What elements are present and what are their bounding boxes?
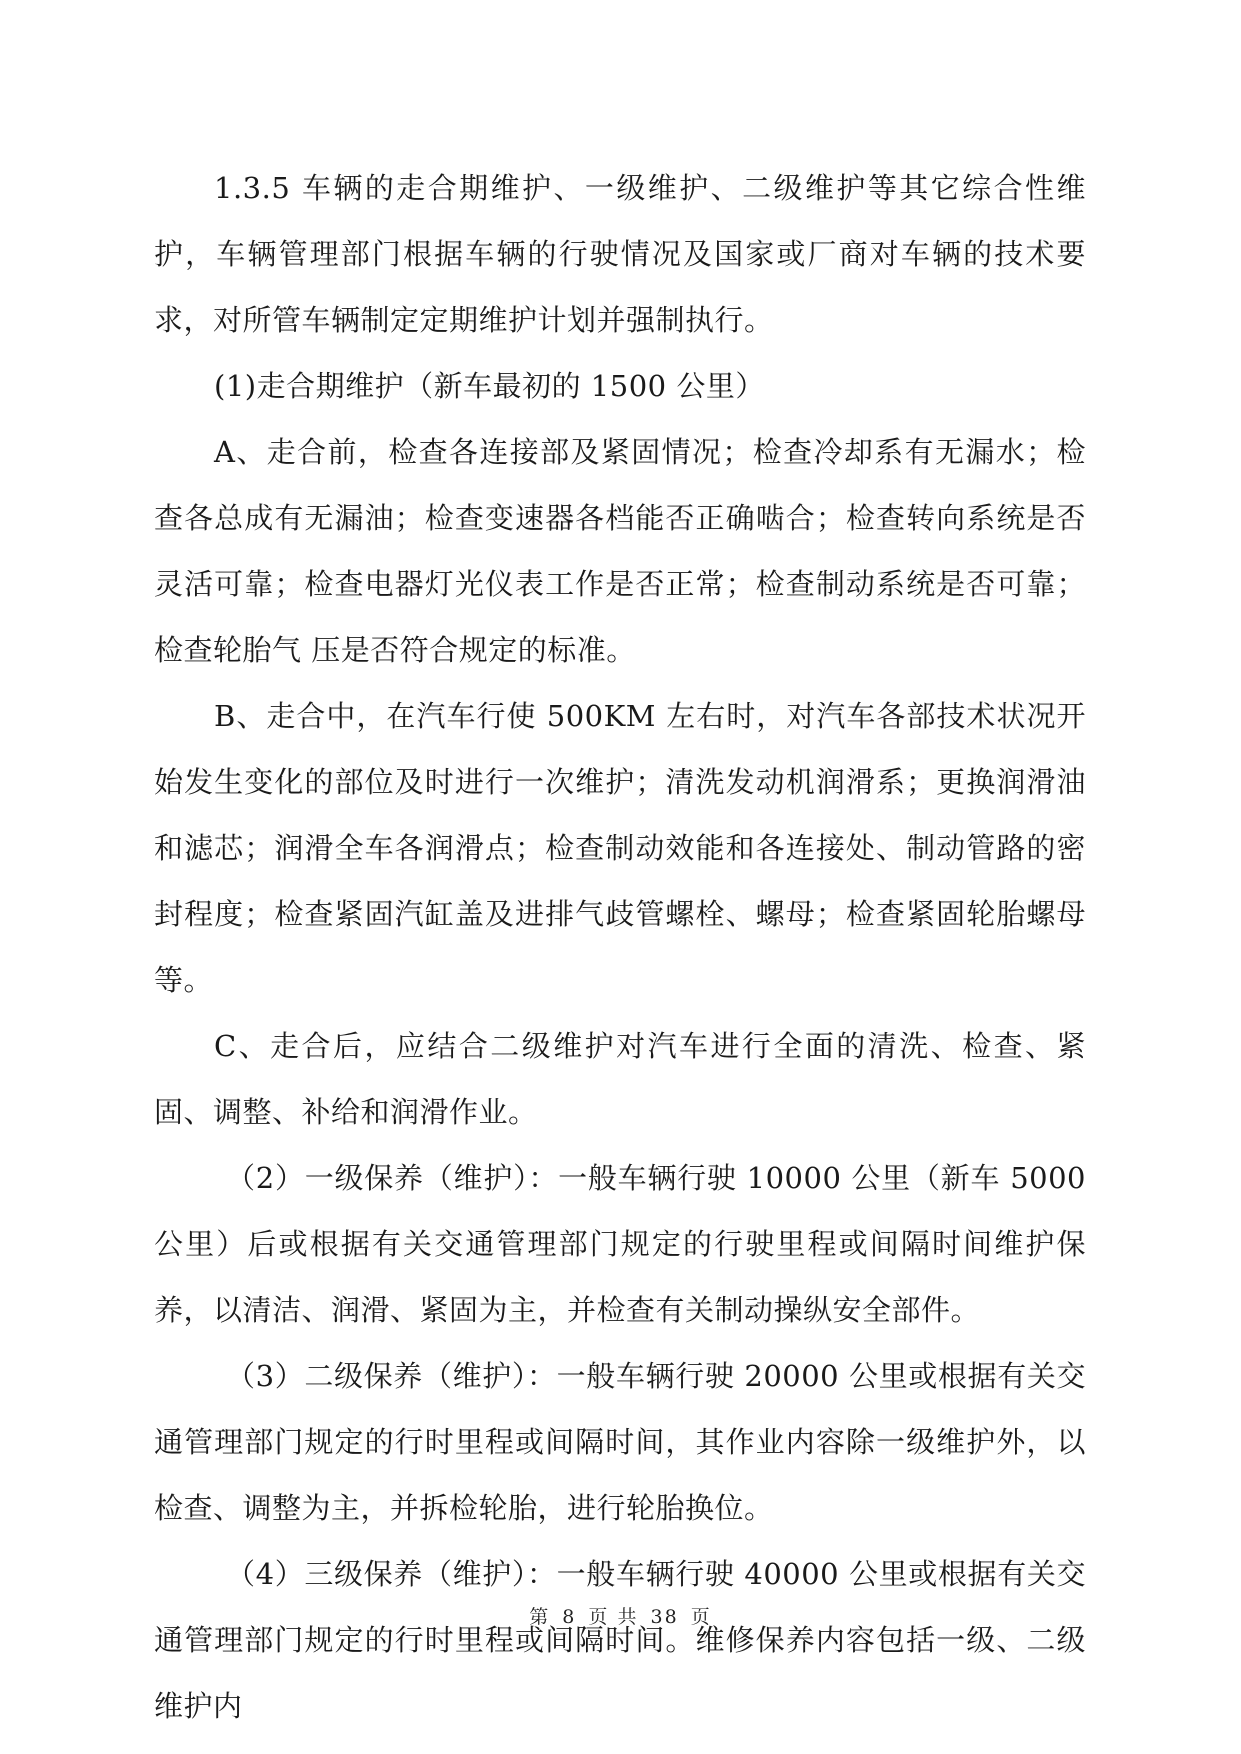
paragraph-item-b: B、走合中，在汽车行使 500KM 左右时，对汽车各部技术状况开始发生变化的部位及时进行一次维护；清洗发动机润滑系；更换润滑油和滤芯；润滑全车各润滑点；检查制动效能和各连接处、制动管路的密封程度；检查紧固汽缸盖及进排气歧管螺栓、螺母；检查紧固轮胎螺母等。: [154, 699, 1086, 997]
page-footer: [0, 1602, 1241, 1629]
footer-prefix: 第: [529, 1606, 551, 1628]
footer-page-number: 8: [562, 1606, 577, 1628]
footer-suffix: 页: [690, 1606, 712, 1628]
paragraph-1-3-5: 1.3.5 车辆的走合期维护、一级维护、二级维护等其它综合性维护，车辆管理部门根据车辆的行驶情况及国家或厂商对车辆的技术要求，对所管车辆制定定期维护计划并强制执行。: [154, 171, 1086, 337]
paragraph-second-level-maintenance: （3）二级保养（维护）：一般车辆行驶 20000 公里或根据有关交通管理部门规定的行时里程或间隔时间，其作业内容除一级维护外，以检查、调整为主，并拆检轮胎，进行轮胎换位。: [154, 1359, 1086, 1525]
paragraph-item-c: C、走合后，应结合二级维护对汽车进行全面的清洗、检查、紧固、调整、补给和润滑作业。: [154, 1029, 1086, 1129]
paragraph-third-level-maintenance: （4）三级保养（维护）：一般车辆行驶 40000 公里或根据有关交通管理部门规定的行时里程或间隔时间。维修保养内容包括一级、二级维护内: [154, 1557, 1086, 1723]
footer-mid: 页 共: [588, 1606, 639, 1628]
paragraph-break-in-maintenance: (1)走合期维护（新车最初的 1500 公里）: [214, 369, 765, 403]
paragraph-item-a: A、走合前，检查各连接部及紧固情况；检查冷却系有无漏水；检查各总成有无漏油；检查变速器各档能否正确啮合；检查转向系统是否灵活可靠；检查电器灯光仪表工作是否正常；检查制动系统是否可靠；检查轮胎气 压是否符合规定的标准。: [154, 435, 1086, 667]
footer-total-pages: 38: [650, 1606, 679, 1628]
document-body: [154, 155, 1086, 1739]
paragraph-first-level-maintenance: （2）一级保养（维护）：一般车辆行驶 10000 公里（新车 5000 公里）后或根据有关交通管理部门规定的行驶里程或间隔时间维护保养，以清洁、润滑、紧固为主，并检查有关制动操纵安全部件。: [154, 1161, 1086, 1327]
